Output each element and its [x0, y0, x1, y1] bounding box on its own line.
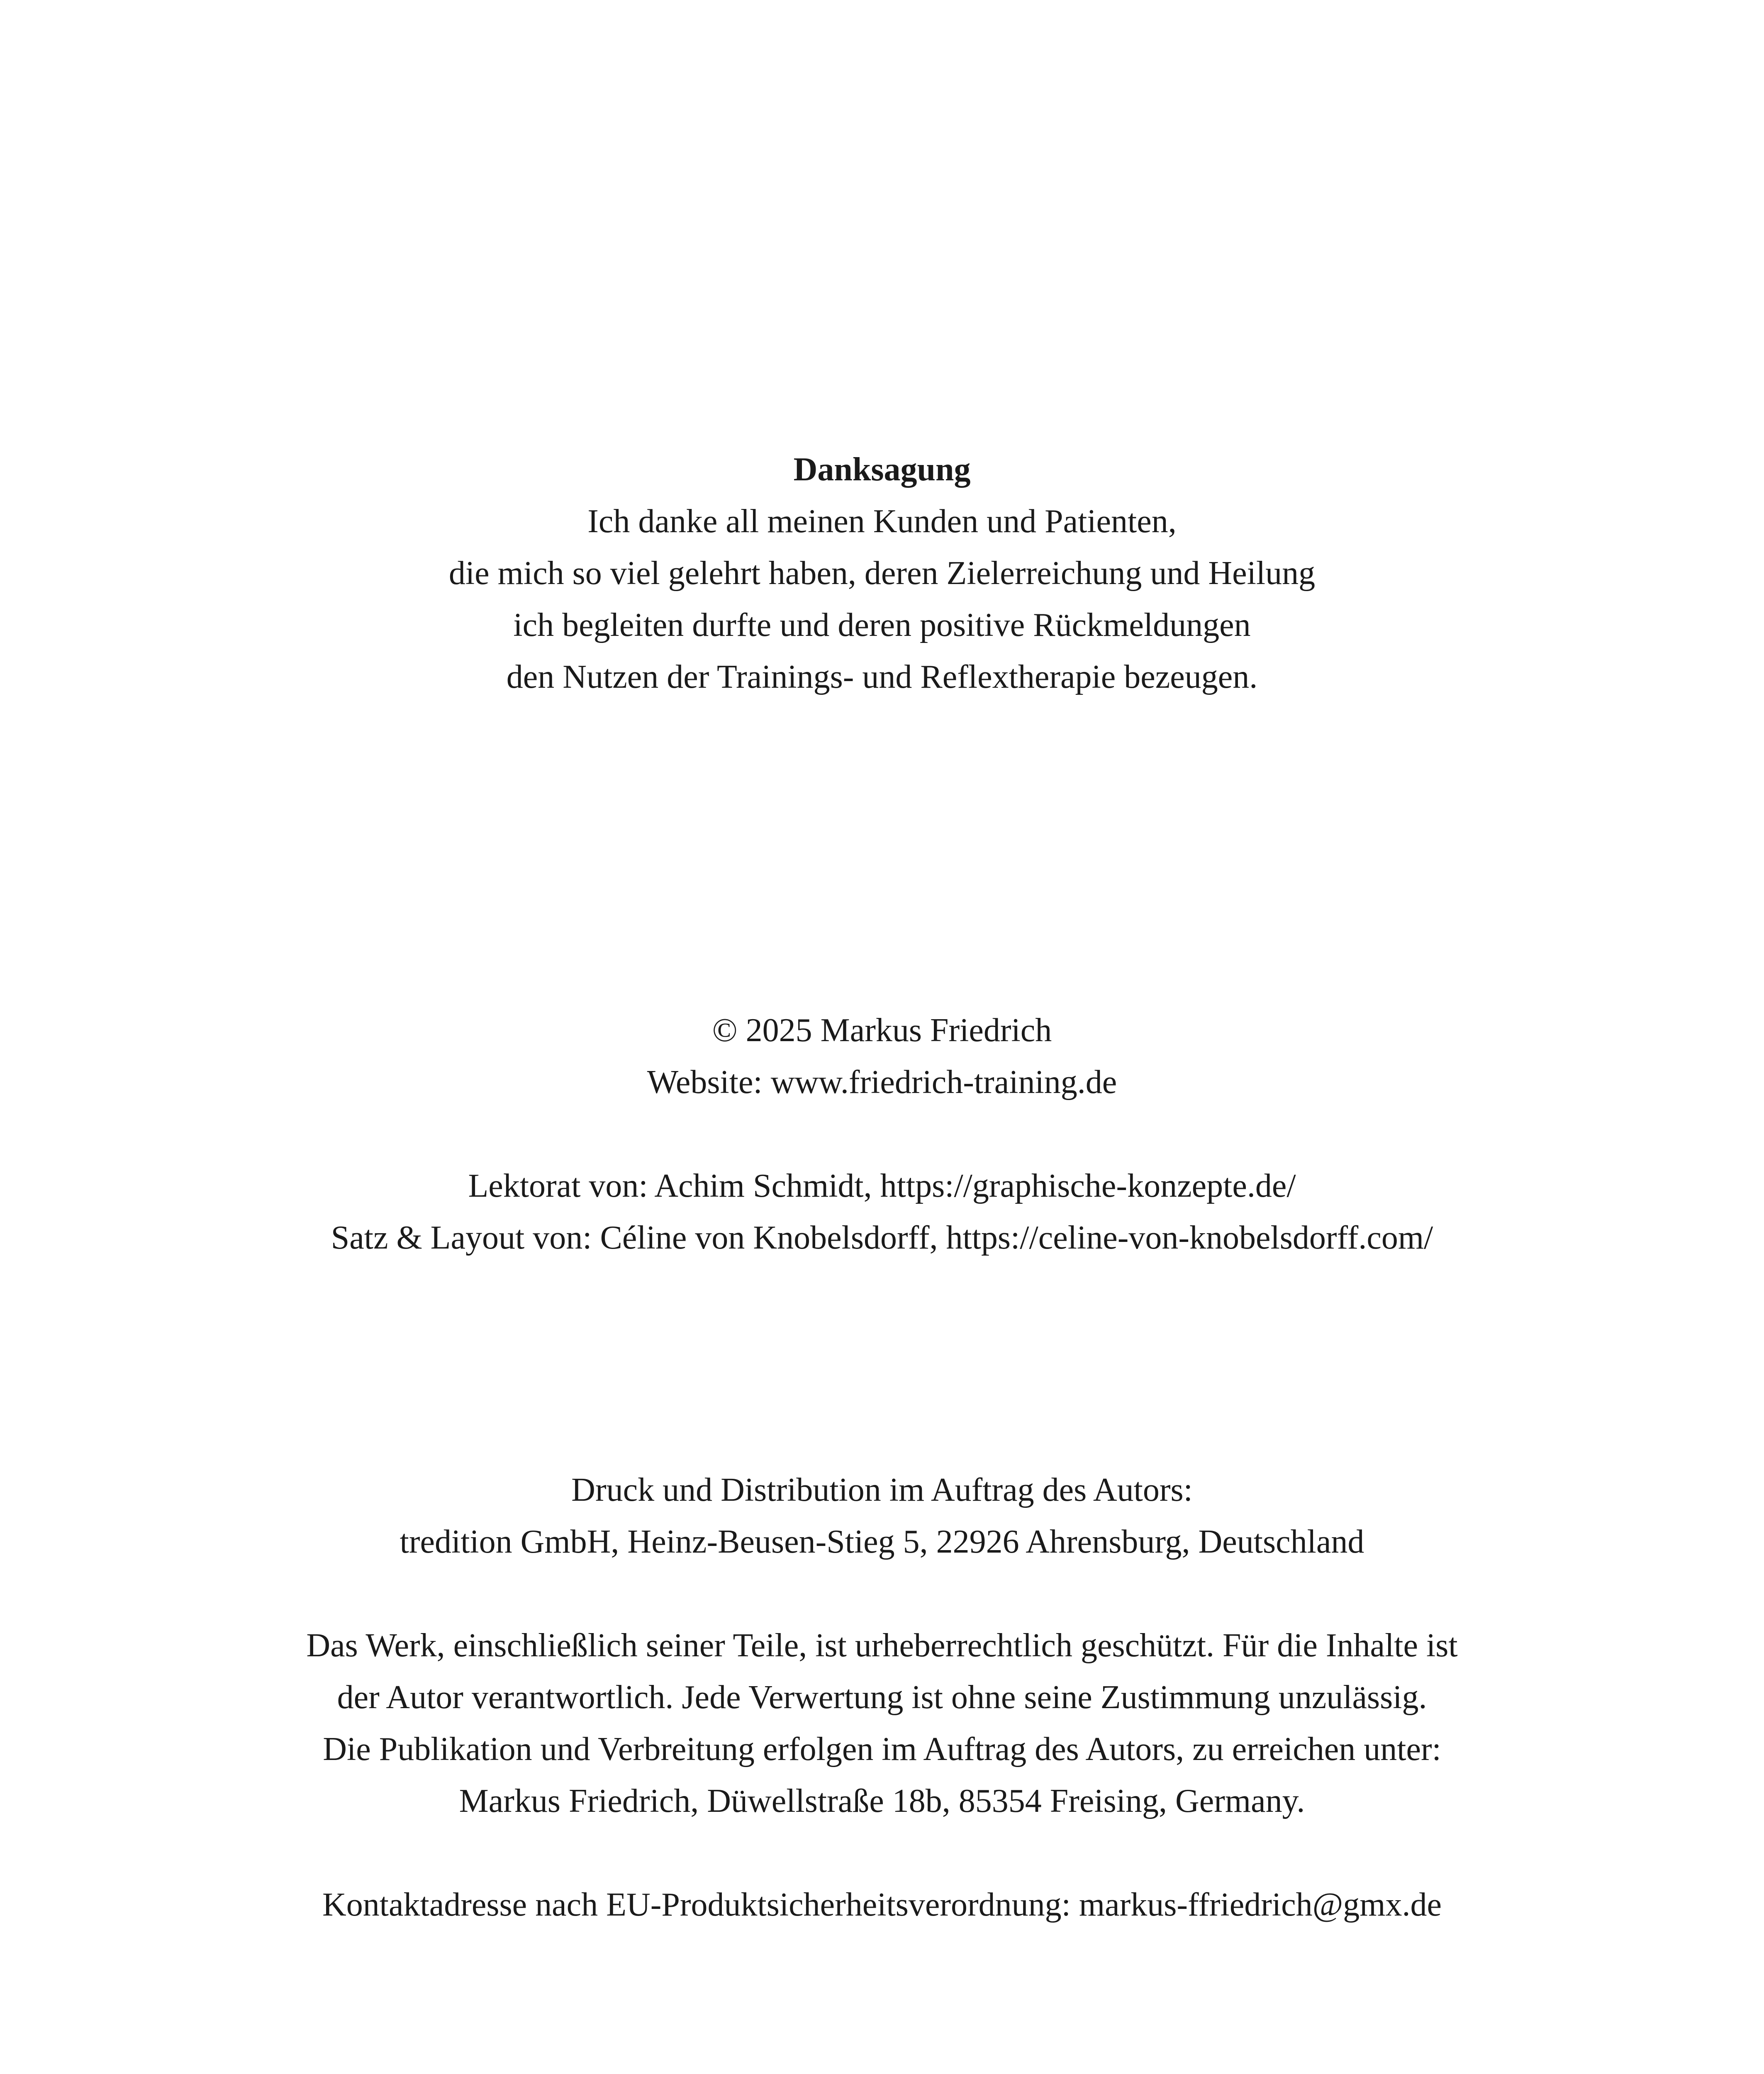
legal-line-2: der Autor verantwortlich. Jede Verwertung ist ohne seine Zustimmung unzulässig.: [337, 1679, 1427, 1716]
distribution-line-2: tredition GmbH, Heinz-Beusen-Stieg 5, 22926 Ahrensburg, Deutschland: [400, 1524, 1364, 1560]
credits-section: [0, 1005, 1764, 1264]
copyright-notice: © 2025 Markus Friedrich: [712, 1012, 1052, 1049]
legal-line-4: Markus Friedrich, Düwellstraße 18b, 85354 Freising, Germany.: [459, 1783, 1305, 1819]
acknowledgement-line-3: ich begleiten durfte und deren positive Rückmeldungen: [513, 607, 1251, 643]
acknowledgement-line-2: die mich so viel gelehrt haben, deren Zielerreichung und Heilung: [448, 555, 1316, 592]
distribution-line-1: Druck und Distribution im Auftrag des Autors:: [571, 1472, 1193, 1508]
legal-line-1: Das Werk, einschließlich seiner Teile, ist urheberrechtlich geschützt. Für die Inhalte ist: [306, 1627, 1458, 1664]
editing-credit: Lektorat von: Achim Schmidt, https://graphische-konzepte.de/: [468, 1168, 1296, 1204]
imprint-section: [0, 1464, 1764, 1931]
acknowledgement-title: Danksagung: [793, 451, 971, 488]
acknowledgement-section: [0, 444, 1764, 703]
contact-line: Kontaktadresse nach EU-Produktsicherheitsverordnung: markus-ffriedrich@gmx.de: [322, 1887, 1442, 1923]
spacer: [0, 1568, 1764, 1620]
acknowledgement-line-4: den Nutzen der Trainings- und Reflextherapie bezeugen.: [506, 659, 1258, 695]
layout-credit: Satz & Layout von: Céline von Knobelsdorff, https://celine-von-knobelsdorff.com/: [331, 1220, 1433, 1256]
acknowledgement-line-1: Ich danke all meinen Kunden und Patienten,: [587, 503, 1177, 540]
website-line: Website: www.friedrich-training.de: [647, 1064, 1117, 1100]
legal-line-3: Die Publikation und Verbreitung erfolgen im Auftrag des Autors, zu erreichen unter:: [323, 1731, 1441, 1767]
spacer: [0, 1108, 1764, 1160]
spacer: [0, 1827, 1764, 1879]
